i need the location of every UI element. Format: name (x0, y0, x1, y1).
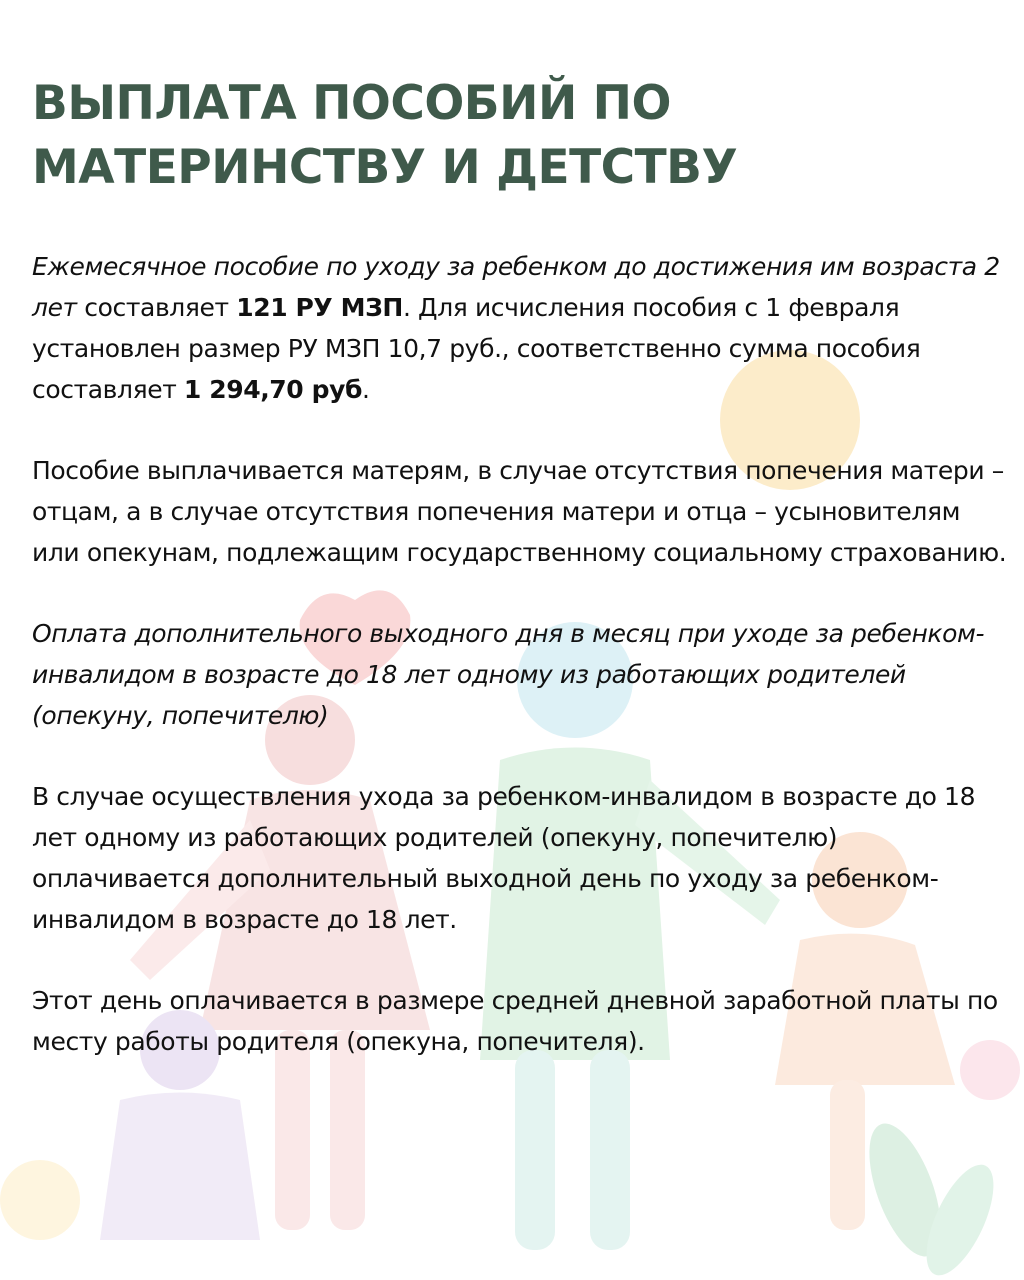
paragraph-extra-day-details: В случае осуществления ухода за ребенком-инвалидом в возрасте до 18 лет одному из работающих родителей (опекуну, попечителю) оплачивается дополнительный выходной день по уходу за ребенком-инвалидом в возрасте до 18 лет. (32, 782, 976, 934)
paragraph-payment-size: Этот день оплачивается в размере средней дневной заработной платы по месту работы родителя (опекуна, попечителя). (32, 986, 998, 1056)
paragraph1-italic: Ежемесячное пособие по уходу за ребенком до достижения им возраста 2 лет (32, 252, 1000, 322)
page-title (32, 72, 1007, 200)
paragraph-childcare-allowance (32, 246, 1007, 410)
blob-left (0, 1160, 80, 1240)
paragraph1-bold-b: 1 294,70 руб (183, 375, 363, 404)
paragraph1-text-a: составляет (76, 293, 237, 322)
title-line-1: ВЫПЛАТА ПОСОБИЙ ПО (32, 76, 671, 131)
paragraph-extra-day-heading: Оплата дополнительного выходного дня в месяц при уходе за ребенком-инвалидом в возрасте до 18 лет одному из работающих родителей (опекуну, попечителю) (32, 619, 985, 730)
title-line-2: МАТЕРИНСТВУ И ДЕТСТВУ (32, 140, 738, 195)
paragraph1-text-b: . Для исчисления пособия с 1 февраля установлен размер РУ МЗП 10,7 руб., соответственно сумма пособия составляет (32, 293, 921, 404)
article-content (32, 72, 1007, 1102)
paragraph1-bold-a: 121 РУ МЗП (236, 293, 403, 322)
paragraph1-text-c: . (362, 375, 370, 404)
child-left-body (100, 1093, 260, 1241)
paragraph-recipients: Пособие выплачивается матерям, в случае отсутствия попечения матери – отцам, а в случае отсутствия попечения матери и отца – усыновителям или опекунам, подлежащим государственному социальному страхованию. (32, 456, 1007, 567)
child-right-leg (830, 1080, 865, 1230)
